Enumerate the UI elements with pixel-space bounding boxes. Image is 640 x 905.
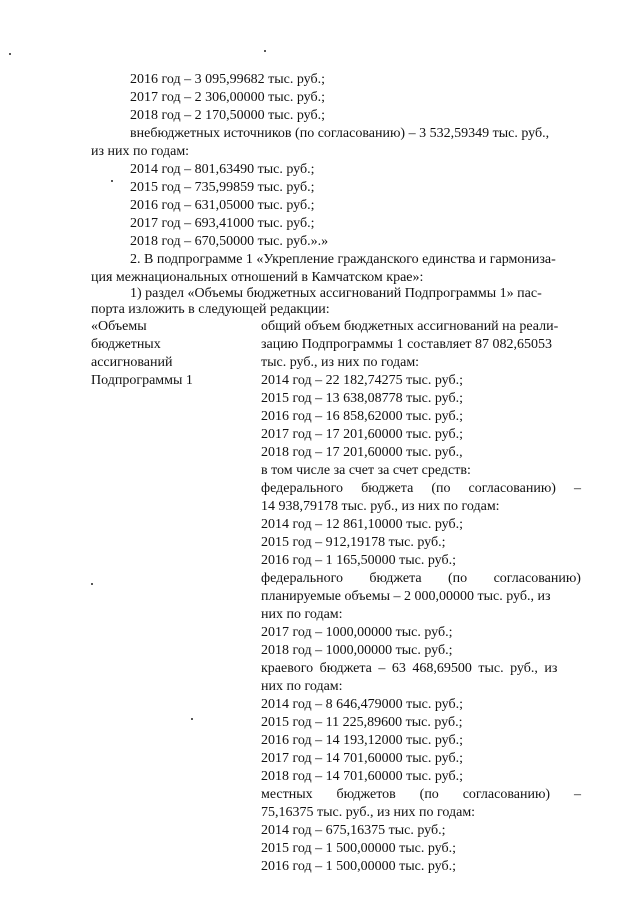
budget-line: 2016 год – 631,05000 тыс. руб.;: [130, 198, 315, 213]
budget-line: 2016 год – 1 500,00000 тыс. руб.;: [261, 859, 456, 874]
section-heading: ция межнациональных отношений в Камчатском крае»:: [91, 270, 424, 285]
table-right-line: краевого бюджета – 63 468,69500 тыс. руб., из: [261, 661, 558, 676]
table-right-line: [261, 480, 581, 498]
budget-line: 2018 год – 1000,00000 тыс. руб.;: [261, 643, 453, 658]
table-right-line: [261, 570, 581, 588]
budget-line: 2017 год – 14 701,60000 тыс. руб.;: [261, 751, 463, 766]
scan-speck: [9, 53, 11, 55]
section-item: 1) раздел «Объемы бюджетных ассигнований Подпрограммы 1» пас-: [130, 286, 542, 301]
table-left-cell: [91, 318, 256, 390]
local-line: [261, 786, 581, 804]
budget-line: 2018 год – 14 701,60000 тыс. руб.;: [261, 769, 463, 784]
federal-line: [261, 480, 581, 498]
budget-line: 2018 год – 17 201,60000 тыс. руб.,: [261, 445, 463, 460]
budget-line: 2018 год – 2 170,50000 тыс. руб.;: [130, 108, 325, 123]
budget-line: 2014 год – 801,63490 тыс. руб.;: [130, 162, 315, 177]
table-right-line: общий объем бюджетных ассигнований на реали-: [261, 319, 559, 334]
budget-line: 2018 год – 670,50000 тыс. руб.».»: [130, 234, 329, 249]
fed-planned-line: [261, 570, 581, 588]
scan-speck: [91, 583, 93, 585]
table-right-line: них по годам:: [261, 679, 343, 694]
word: согласованию): [493, 571, 581, 586]
budget-line: 2016 год – 1 165,50000 тыс. руб.;: [261, 553, 456, 568]
budget-line: 2017 год – 693,41000 тыс. руб.;: [130, 216, 315, 231]
table-left-line: бюджетных: [91, 337, 161, 352]
budget-line: 2016 год – 3 095,99682 тыс. руб.;: [130, 72, 325, 87]
section-heading: 2. В подпрограмме 1 «Укрепление гражданского единства и гармониза-: [130, 252, 556, 267]
word: согласованию): [462, 787, 551, 802]
word: федерального: [261, 481, 344, 496]
scan-speck: [111, 180, 113, 182]
extra-sources-line: внебюджетных источников (по согласованию) – 3 532,59349 тыс. руб.,: [130, 126, 550, 141]
word: (по: [431, 481, 451, 496]
word: согласованию): [468, 481, 556, 496]
table-right-line: в том числе за счет за счет средств:: [261, 463, 471, 478]
budget-line: 2014 год – 22 182,74275 тыс. руб.;: [261, 373, 463, 388]
scan-speck: [191, 718, 193, 720]
budget-line: 2015 год – 13 638,08778 тыс. руб.;: [261, 391, 463, 406]
budget-line: 2016 год – 16 858,62000 тыс. руб.;: [261, 409, 463, 424]
word: (по: [448, 571, 468, 586]
word: (по: [419, 787, 439, 802]
budget-line: 2014 год – 12 861,10000 тыс. руб.;: [261, 517, 463, 532]
table-right-line: [261, 786, 581, 804]
table-left-line: Подпрограммы 1: [91, 373, 193, 388]
budget-line: 2014 год – 8 646,479000 тыс. руб.;: [261, 697, 463, 712]
table-left-line: ассигнований: [91, 355, 173, 370]
word: федерального: [261, 571, 344, 586]
word: –: [573, 481, 581, 496]
word: бюджета: [369, 571, 422, 586]
word: бюджета: [361, 481, 414, 496]
table-left-line: «Объемы: [91, 319, 147, 334]
budget-line: 2015 год – 1 500,00000 тыс. руб.;: [261, 841, 456, 856]
budget-line: 2015 год – 735,99859 тыс. руб.;: [130, 180, 315, 195]
budget-line: 2014 год – 675,16375 тыс. руб.;: [261, 823, 446, 838]
section-item: порта изложить в следующей редакции:: [91, 302, 330, 317]
budget-line: 2017 год – 1000,00000 тыс. руб.;: [261, 625, 453, 640]
table-right-line: тыс. руб., из них по годам:: [261, 355, 420, 370]
table-right-line: зацию Подпрограммы 1 составляет 87 082,65053: [261, 337, 553, 352]
budget-line: 2017 год – 2 306,00000 тыс. руб.;: [130, 90, 325, 105]
table-right-line: них по годам:: [261, 607, 343, 622]
budget-line: 2015 год – 11 225,89600 тыс. руб.;: [261, 715, 463, 730]
scan-speck: [264, 50, 266, 52]
word: –: [573, 787, 581, 802]
budget-line: 2015 год – 912,19178 тыс. руб.;: [261, 535, 446, 550]
table-right-line: 75,16375 тыс. руб., из них по годам:: [261, 805, 476, 820]
word: местных: [261, 787, 313, 802]
extra-sources-line: из них по годам:: [91, 144, 190, 159]
table-right-line: 14 938,79178 тыс. руб., из них по годам:: [261, 499, 500, 514]
table-right-line: планируемые объемы – 2 000,00000 тыс. руб., из: [261, 589, 551, 604]
budget-line: 2017 год – 17 201,60000 тыс. руб.;: [261, 427, 463, 442]
budget-line: 2016 год – 14 193,12000 тыс. руб.;: [261, 733, 463, 748]
word: бюджетов: [336, 787, 396, 802]
